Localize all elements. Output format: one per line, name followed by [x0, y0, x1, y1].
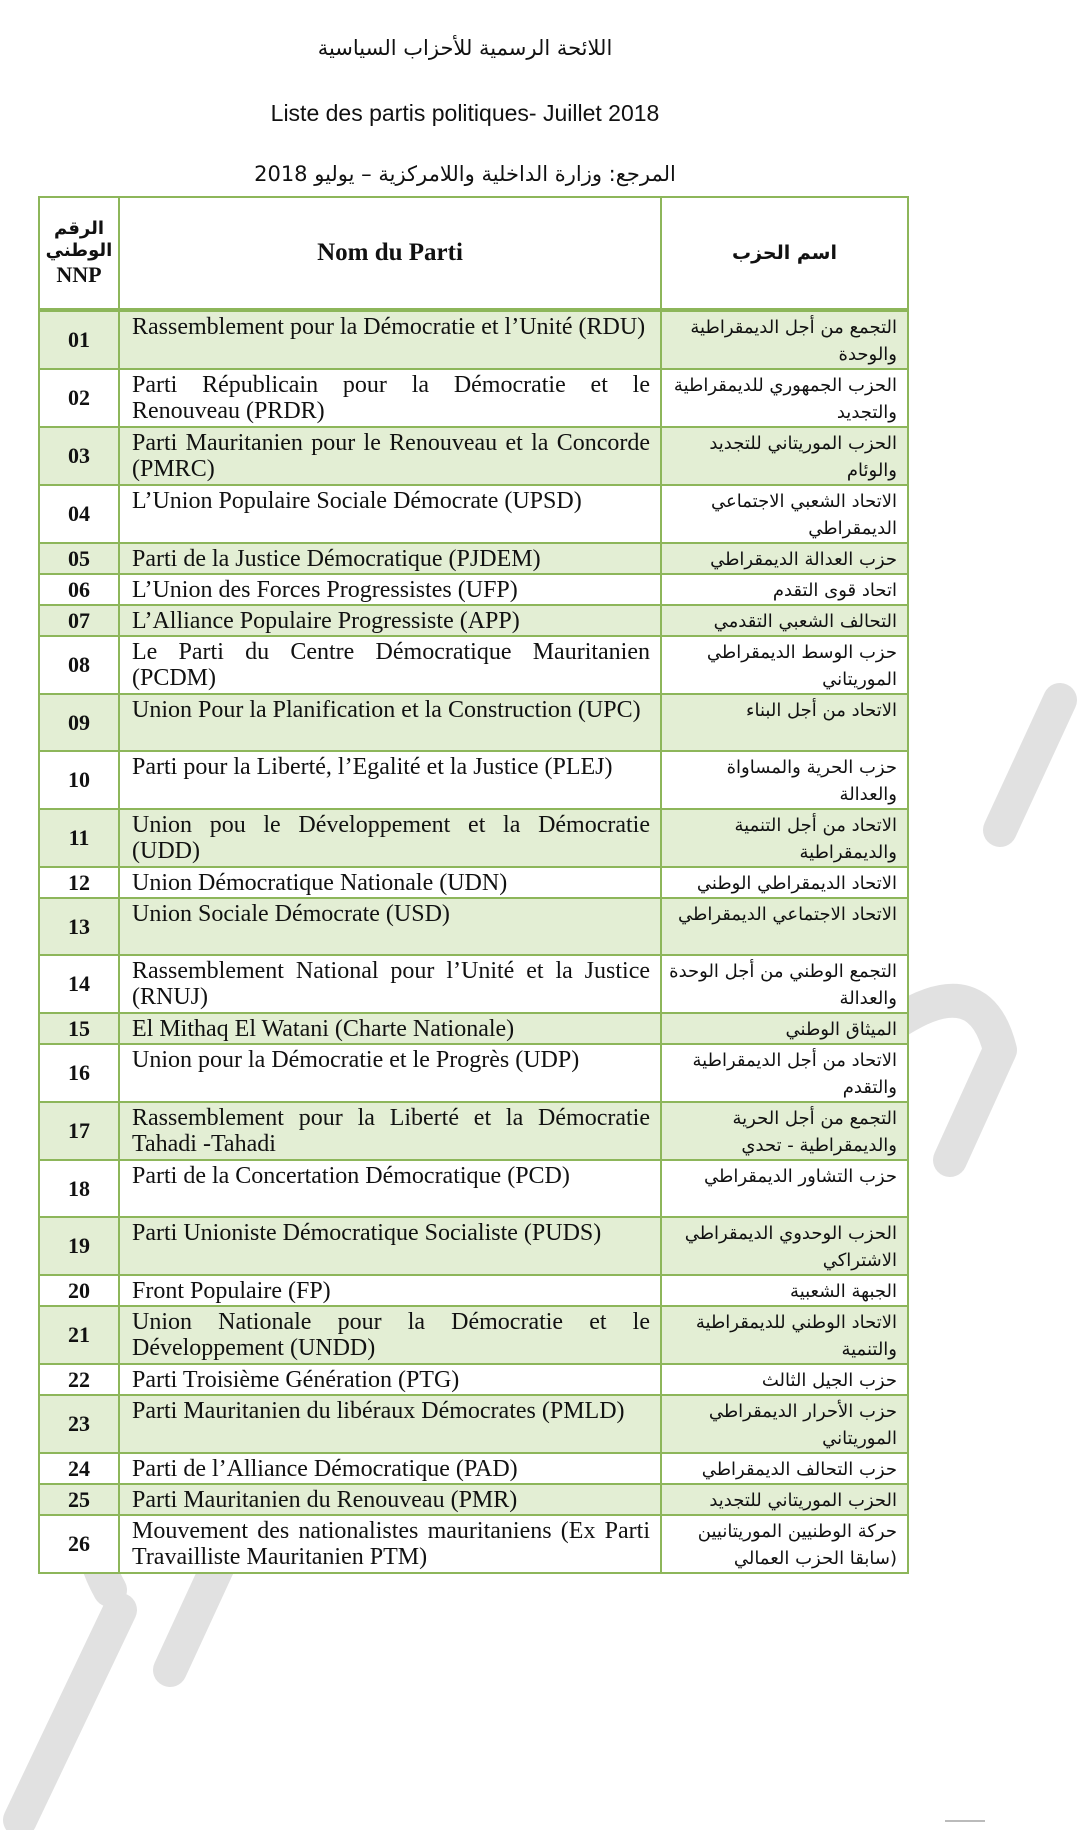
- party-name-ar: الاتحاد الاجتماعي الديمقراطي: [661, 898, 908, 955]
- party-name-ar: الاتحاد الديمقراطي الوطني: [661, 867, 908, 898]
- party-name-ar: الاتحاد الشعبي الاجتماعي الديمقراطي: [661, 485, 908, 543]
- arabic-title: اللائحة الرسمية للأحزاب السياسية: [317, 36, 613, 60]
- table-row: [39, 1013, 908, 1044]
- party-number: 25: [39, 1484, 119, 1515]
- party-name-fr: Parti de la Justice Démocratique (PJDEM): [119, 543, 661, 574]
- party-name-ar: الحزب الوحدوي الديمقراطي الاشتراكي: [661, 1217, 908, 1275]
- party-name-fr: Union Sociale Démocrate (USD): [119, 898, 661, 955]
- party-number: 04: [39, 485, 119, 543]
- table-row: [39, 898, 908, 955]
- table-row: [39, 1484, 908, 1515]
- table-row: [39, 543, 908, 574]
- party-name-ar: حزب الأحرار الديمقراطي الموريتاني: [661, 1395, 908, 1453]
- party-number: 20: [39, 1275, 119, 1306]
- table-row: [39, 1044, 908, 1102]
- header-nnp: NNP: [56, 262, 102, 287]
- table-row: [39, 1160, 908, 1217]
- party-number: 18: [39, 1160, 119, 1217]
- table-row: [39, 369, 908, 427]
- table-row: [39, 427, 908, 485]
- party-name-ar: حزب التشاور الديمقراطي: [661, 1160, 908, 1217]
- party-number: 14: [39, 955, 119, 1013]
- party-number: 23: [39, 1395, 119, 1453]
- party-name-ar: الاتحاد من أجل التنمية والديمقراطية: [661, 809, 908, 867]
- header-number: [39, 197, 119, 310]
- party-name-fr: Rassemblement pour la Liberté et la Démocratie Tahadi -Tahadi: [119, 1102, 661, 1160]
- party-number: 01: [39, 310, 119, 369]
- party-name-ar: الاتحاد من أجل الديمقراطية والتقدم: [661, 1044, 908, 1102]
- corner-mark: [945, 1820, 985, 1828]
- party-name-fr: Union pou le Développement et la Démocratie (UDD): [119, 809, 661, 867]
- header-name-ar: اسم الحزب: [661, 197, 908, 310]
- party-number: 12: [39, 867, 119, 898]
- party-name-fr: Mouvement des nationalistes mauritaniens (Ex Parti Travailliste Mauritanien PTM): [119, 1515, 661, 1573]
- party-name-fr: El Mithaq El Watani (Charte Nationale): [119, 1013, 661, 1044]
- party-name-fr: L’Union Populaire Sociale Démocrate (UPSD): [119, 485, 661, 543]
- party-name-fr: L’Alliance Populaire Progressiste (APP): [119, 605, 661, 636]
- party-name-fr: Front Populaire (FP): [119, 1275, 661, 1306]
- party-name-ar: الحزب الموريتاني للتجديد والوئام: [661, 427, 908, 485]
- party-name-fr: Parti de la Concertation Démocratique (PCD): [119, 1160, 661, 1217]
- party-name-ar: الاتحاد الوطني للديمقراطية والتنمية: [661, 1306, 908, 1364]
- party-number: 17: [39, 1102, 119, 1160]
- table-row: [39, 1515, 908, 1573]
- party-name-ar: حزب الحرية والمساواة والعدالة: [661, 751, 908, 809]
- party-number: 11: [39, 809, 119, 867]
- party-name-fr: Parti Mauritanien pour le Renouveau et la Concorde (PMRC): [119, 427, 661, 485]
- party-number: 26: [39, 1515, 119, 1573]
- header-number-ar-2: الوطني: [45, 240, 113, 261]
- party-name-fr: Union Pour la Planification et la Construction (UPC): [119, 694, 661, 751]
- table-row: [39, 485, 908, 543]
- party-name-ar: الحزب الجمهوري للديمقراطية والتجديد: [661, 369, 908, 427]
- table-row: [39, 955, 908, 1013]
- header-name-fr: Nom du Parti: [119, 197, 661, 310]
- table-row: [39, 809, 908, 867]
- party-name-fr: L’Union des Forces Progressistes (UFP): [119, 574, 661, 605]
- party-name-ar: حركة الوطنيين الموريتانيين (سابقا الحزب العمالي: [661, 1515, 908, 1573]
- parties-table: [38, 196, 909, 1574]
- party-name-fr: Union pour la Démocratie et le Progrès (UDP): [119, 1044, 661, 1102]
- party-name-fr: Parti Troisième Génération (PTG): [119, 1364, 661, 1395]
- party-name-fr: Parti de l’Alliance Démocratique (PAD): [119, 1453, 661, 1484]
- table-row: [39, 574, 908, 605]
- french-title: Liste des partis politiques- Juillet 2018: [270, 100, 660, 126]
- party-number: 10: [39, 751, 119, 809]
- table-row: [39, 636, 908, 694]
- party-name-fr: Le Parti du Centre Démocratique Mauritanien (PCDM): [119, 636, 661, 694]
- party-number: 06: [39, 574, 119, 605]
- table-row: [39, 1217, 908, 1275]
- header-number-ar-1: الرقم: [53, 218, 105, 239]
- table-row: [39, 1275, 908, 1306]
- party-name-ar: حزب الوسط الديمقراطي الموريتاني: [661, 636, 908, 694]
- reference-line: المرجع: وزارة الداخلية واللامركزية – يوليو 2018: [254, 162, 676, 186]
- table-row: [39, 1453, 908, 1484]
- party-name-fr: Parti Mauritanien du Renouveau (PMR): [119, 1484, 661, 1515]
- party-name-fr: Parti Mauritanien du libéraux Démocrates (PMLD): [119, 1395, 661, 1453]
- party-number: 22: [39, 1364, 119, 1395]
- party-name-ar: التجمع من أجل الحرية والديمقراطية - تحدي: [661, 1102, 908, 1160]
- table-header-row: [39, 197, 908, 310]
- party-number: 19: [39, 1217, 119, 1275]
- table-row: [39, 694, 908, 751]
- table-row: [39, 310, 908, 369]
- party-name-fr: Rassemblement National pour l’Unité et la Justice (RNUJ): [119, 955, 661, 1013]
- party-name-fr: Union Nationale pour la Démocratie et le Développement (UNDD): [119, 1306, 661, 1364]
- party-number: 13: [39, 898, 119, 955]
- party-name-ar: الحزب الموريتاني للتجديد: [661, 1484, 908, 1515]
- party-number: 08: [39, 636, 119, 694]
- party-name-ar: الميثاق الوطني: [661, 1013, 908, 1044]
- party-name-ar: التحالف الشعبي التقدمي: [661, 605, 908, 636]
- party-name-ar: الاتحاد من أجل البناء: [661, 694, 908, 751]
- party-number: 24: [39, 1453, 119, 1484]
- table-row: [39, 1102, 908, 1160]
- party-number: 07: [39, 605, 119, 636]
- party-name-fr: Parti pour la Liberté, l’Egalité et la Justice (PLEJ): [119, 751, 661, 809]
- party-name-fr: Union Démocratique Nationale (UDN): [119, 867, 661, 898]
- party-number: 15: [39, 1013, 119, 1044]
- party-number: 03: [39, 427, 119, 485]
- table-row: [39, 1306, 908, 1364]
- party-name-ar: التجمع الوطني من أجل الوحدة والعدالة: [661, 955, 908, 1013]
- party-name-ar: حزب العدالة الديمقراطي: [661, 543, 908, 574]
- party-name-ar: الجبهة الشعبية: [661, 1275, 908, 1306]
- table-row: [39, 751, 908, 809]
- party-name-fr: Rassemblement pour la Démocratie et l’Unité (RDU): [119, 310, 661, 369]
- party-number: 21: [39, 1306, 119, 1364]
- party-name-ar: حزب الجيل الثالث: [661, 1364, 908, 1395]
- party-name-ar: اتحاد قوى التقدم: [661, 574, 908, 605]
- table-row: [39, 1395, 908, 1453]
- party-name-ar: حزب التحالف الديمقراطي: [661, 1453, 908, 1484]
- table-row: [39, 605, 908, 636]
- party-name-ar: التجمع من أجل الديمقراطية والوحدة: [661, 310, 908, 369]
- party-number: 09: [39, 694, 119, 751]
- table-row: [39, 1364, 908, 1395]
- party-number: 02: [39, 369, 119, 427]
- party-number: 05: [39, 543, 119, 574]
- party-number: 16: [39, 1044, 119, 1102]
- party-name-fr: Parti Unioniste Démocratique Socialiste (PUDS): [119, 1217, 661, 1275]
- table-row: [39, 867, 908, 898]
- party-name-fr: Parti Républicain pour la Démocratie et le Renouveau (PRDR): [119, 369, 661, 427]
